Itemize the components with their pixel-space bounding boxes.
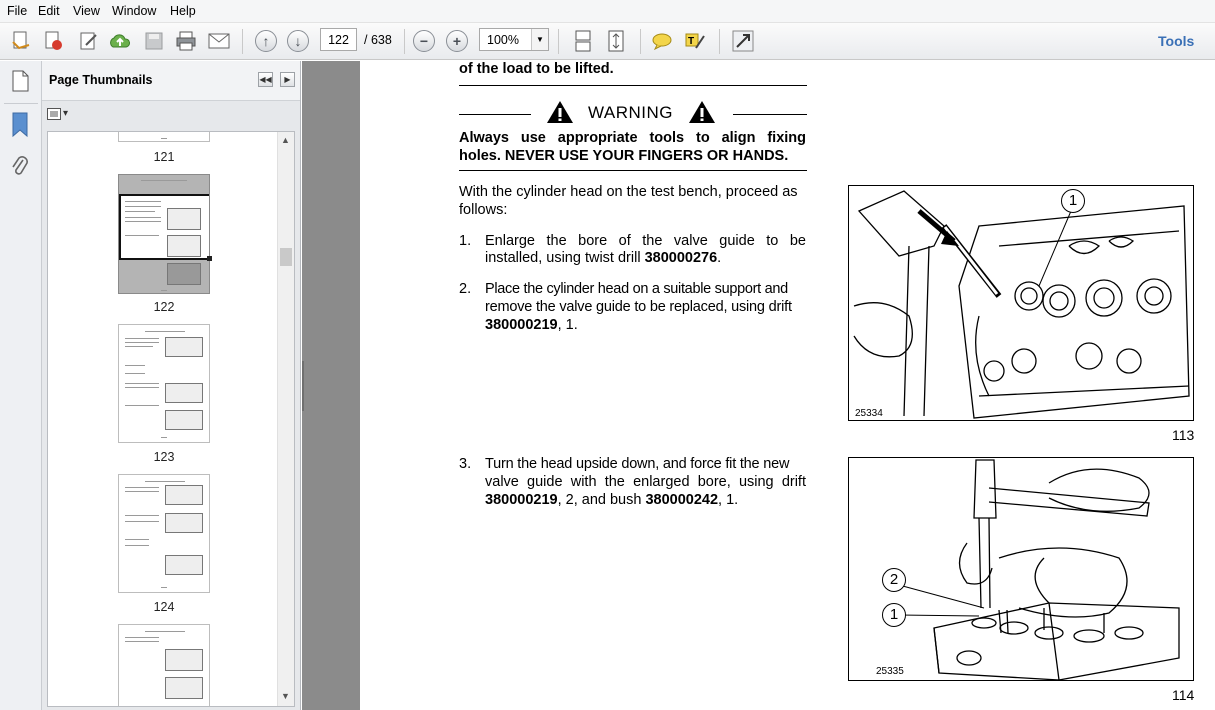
divider: [733, 114, 807, 115]
step-number: 3.: [459, 456, 472, 472]
scroll-up-icon[interactable]: ▲: [281, 135, 290, 145]
page-thumbnails-icon[interactable]: [10, 70, 30, 95]
page-number-input[interactable]: 122: [320, 28, 357, 51]
menu-help[interactable]: Help: [170, 4, 196, 18]
divider: [459, 114, 531, 115]
thumbnail-page-122[interactable]: [118, 174, 210, 294]
warning-title: WARNING: [588, 103, 674, 122]
collapse-panel-icon[interactable]: ◀◀: [258, 72, 273, 87]
comment-icon[interactable]: [649, 28, 675, 54]
warning-text-line: Always use appropriate tools to align fixing: [459, 130, 806, 146]
chevron-down-icon[interactable]: ▼: [531, 29, 548, 50]
intro-text-line: follows:: [459, 202, 508, 218]
fit-page-icon[interactable]: [603, 28, 629, 54]
expand-icon[interactable]: [730, 28, 756, 54]
intro-text-line: With the cylinder head on the test bench, proceed as: [459, 184, 798, 200]
create-pdf-icon[interactable]: [8, 28, 34, 54]
zoom-out-icon[interactable]: −: [411, 28, 437, 54]
thumbnail-scrollbar[interactable]: [277, 132, 294, 706]
menu-file[interactable]: File: [7, 4, 28, 18]
print-icon[interactable]: [173, 28, 199, 54]
svg-text:T: T: [688, 36, 695, 47]
bookmarks-icon[interactable]: [10, 112, 30, 141]
figure-valve-guide-fit: [848, 457, 1194, 681]
figure-callout: 1: [882, 603, 906, 627]
document-gutter: [302, 61, 360, 710]
thumbnail-page-121[interactable]: [118, 131, 210, 142]
panel-title: Page Thumbnails: [49, 73, 153, 87]
thumbnails-panel: [42, 61, 301, 710]
menu-edit[interactable]: Edit: [38, 4, 60, 18]
navigation-pane-strip: [0, 61, 42, 710]
step-text-line: installed, using twist drill 380000276.: [485, 250, 722, 266]
step-text-line: remove the valve guide to be replaced, using drift: [485, 299, 792, 315]
scroll-thumb[interactable]: [280, 248, 292, 266]
edit-form-icon[interactable]: [76, 28, 102, 54]
thumbnails-header: [42, 61, 300, 101]
warning-text-line: holes. NEVER USE YOUR FINGERS OR HANDS.: [459, 148, 789, 164]
zoom-value: 100%: [487, 33, 519, 47]
figure-cylinder-head-drift: [848, 185, 1194, 421]
thumbnail-label: 123: [153, 450, 175, 464]
step-text-line: 380000219, 2, and bush 380000242, 1.: [485, 492, 739, 508]
step-text-line: valve guide with the enlarged bore, using drift: [485, 474, 806, 490]
save-icon[interactable]: [141, 28, 167, 54]
cloud-upload-icon[interactable]: [107, 28, 133, 54]
zoom-in-icon[interactable]: +: [444, 28, 470, 54]
scroll-down-icon[interactable]: ▼: [281, 691, 290, 701]
figure-code: 25335: [876, 666, 904, 677]
toolbar: [0, 23, 1215, 60]
warning-icon: [546, 100, 574, 124]
figure-number: 113: [1172, 427, 1195, 443]
highlight-text-icon[interactable]: [682, 28, 708, 54]
previous-page-icon[interactable]: ↑: [253, 28, 279, 54]
menu-bar: [0, 0, 1215, 23]
figure-callout: 2: [882, 568, 906, 592]
options-list-icon: [47, 108, 61, 120]
figure-callout: 1: [1061, 189, 1085, 213]
page-total: / 638: [364, 33, 392, 47]
step-number: 1.: [459, 233, 472, 249]
step-text-line: Enlarge the bore of the valve guide to be: [485, 233, 806, 249]
chevron-down-icon: ▾: [63, 108, 69, 119]
thumbnail-label: 121: [153, 150, 175, 164]
close-panel-icon[interactable]: ▶: [280, 72, 295, 87]
menu-window[interactable]: Window: [112, 4, 157, 18]
thumbnail-label: 124: [153, 600, 175, 614]
menu-view[interactable]: View: [73, 4, 100, 18]
next-page-icon[interactable]: ↓: [285, 28, 311, 54]
email-icon[interactable]: [206, 28, 232, 54]
step-text-line: Turn the head upside down, and force fit the new: [485, 456, 790, 472]
thumbnail-list: [47, 131, 295, 707]
scrolling-mode-icon[interactable]: [570, 28, 596, 54]
step-number: 2.: [459, 281, 472, 297]
thumbnail-label: 122: [153, 300, 175, 314]
attachments-icon[interactable]: [10, 154, 30, 183]
cylinder-head-illustration: [849, 186, 1194, 421]
divider: [459, 85, 807, 86]
tools-button[interactable]: Tools: [1158, 33, 1195, 49]
step-text-line: 380000219, 1.: [485, 317, 578, 333]
thumbnail-options-button[interactable]: [47, 108, 73, 126]
figure-code: 25334: [855, 408, 883, 419]
thumbnail-page-124[interactable]: [118, 474, 210, 593]
thumbnail-page-123[interactable]: [118, 324, 210, 443]
figure-number: 114: [1172, 687, 1195, 703]
zoom-select[interactable]: [479, 28, 549, 51]
thumbnail-page-125[interactable]: [118, 624, 210, 707]
top-line-text: of the load to be lifted.: [459, 61, 614, 77]
divider: [459, 170, 807, 171]
step-text-line: Place the cylinder head on a suitable support and: [485, 281, 788, 297]
pdf-document-icon[interactable]: [40, 28, 66, 54]
warning-icon: [688, 100, 716, 124]
document-page: [360, 61, 1215, 710]
